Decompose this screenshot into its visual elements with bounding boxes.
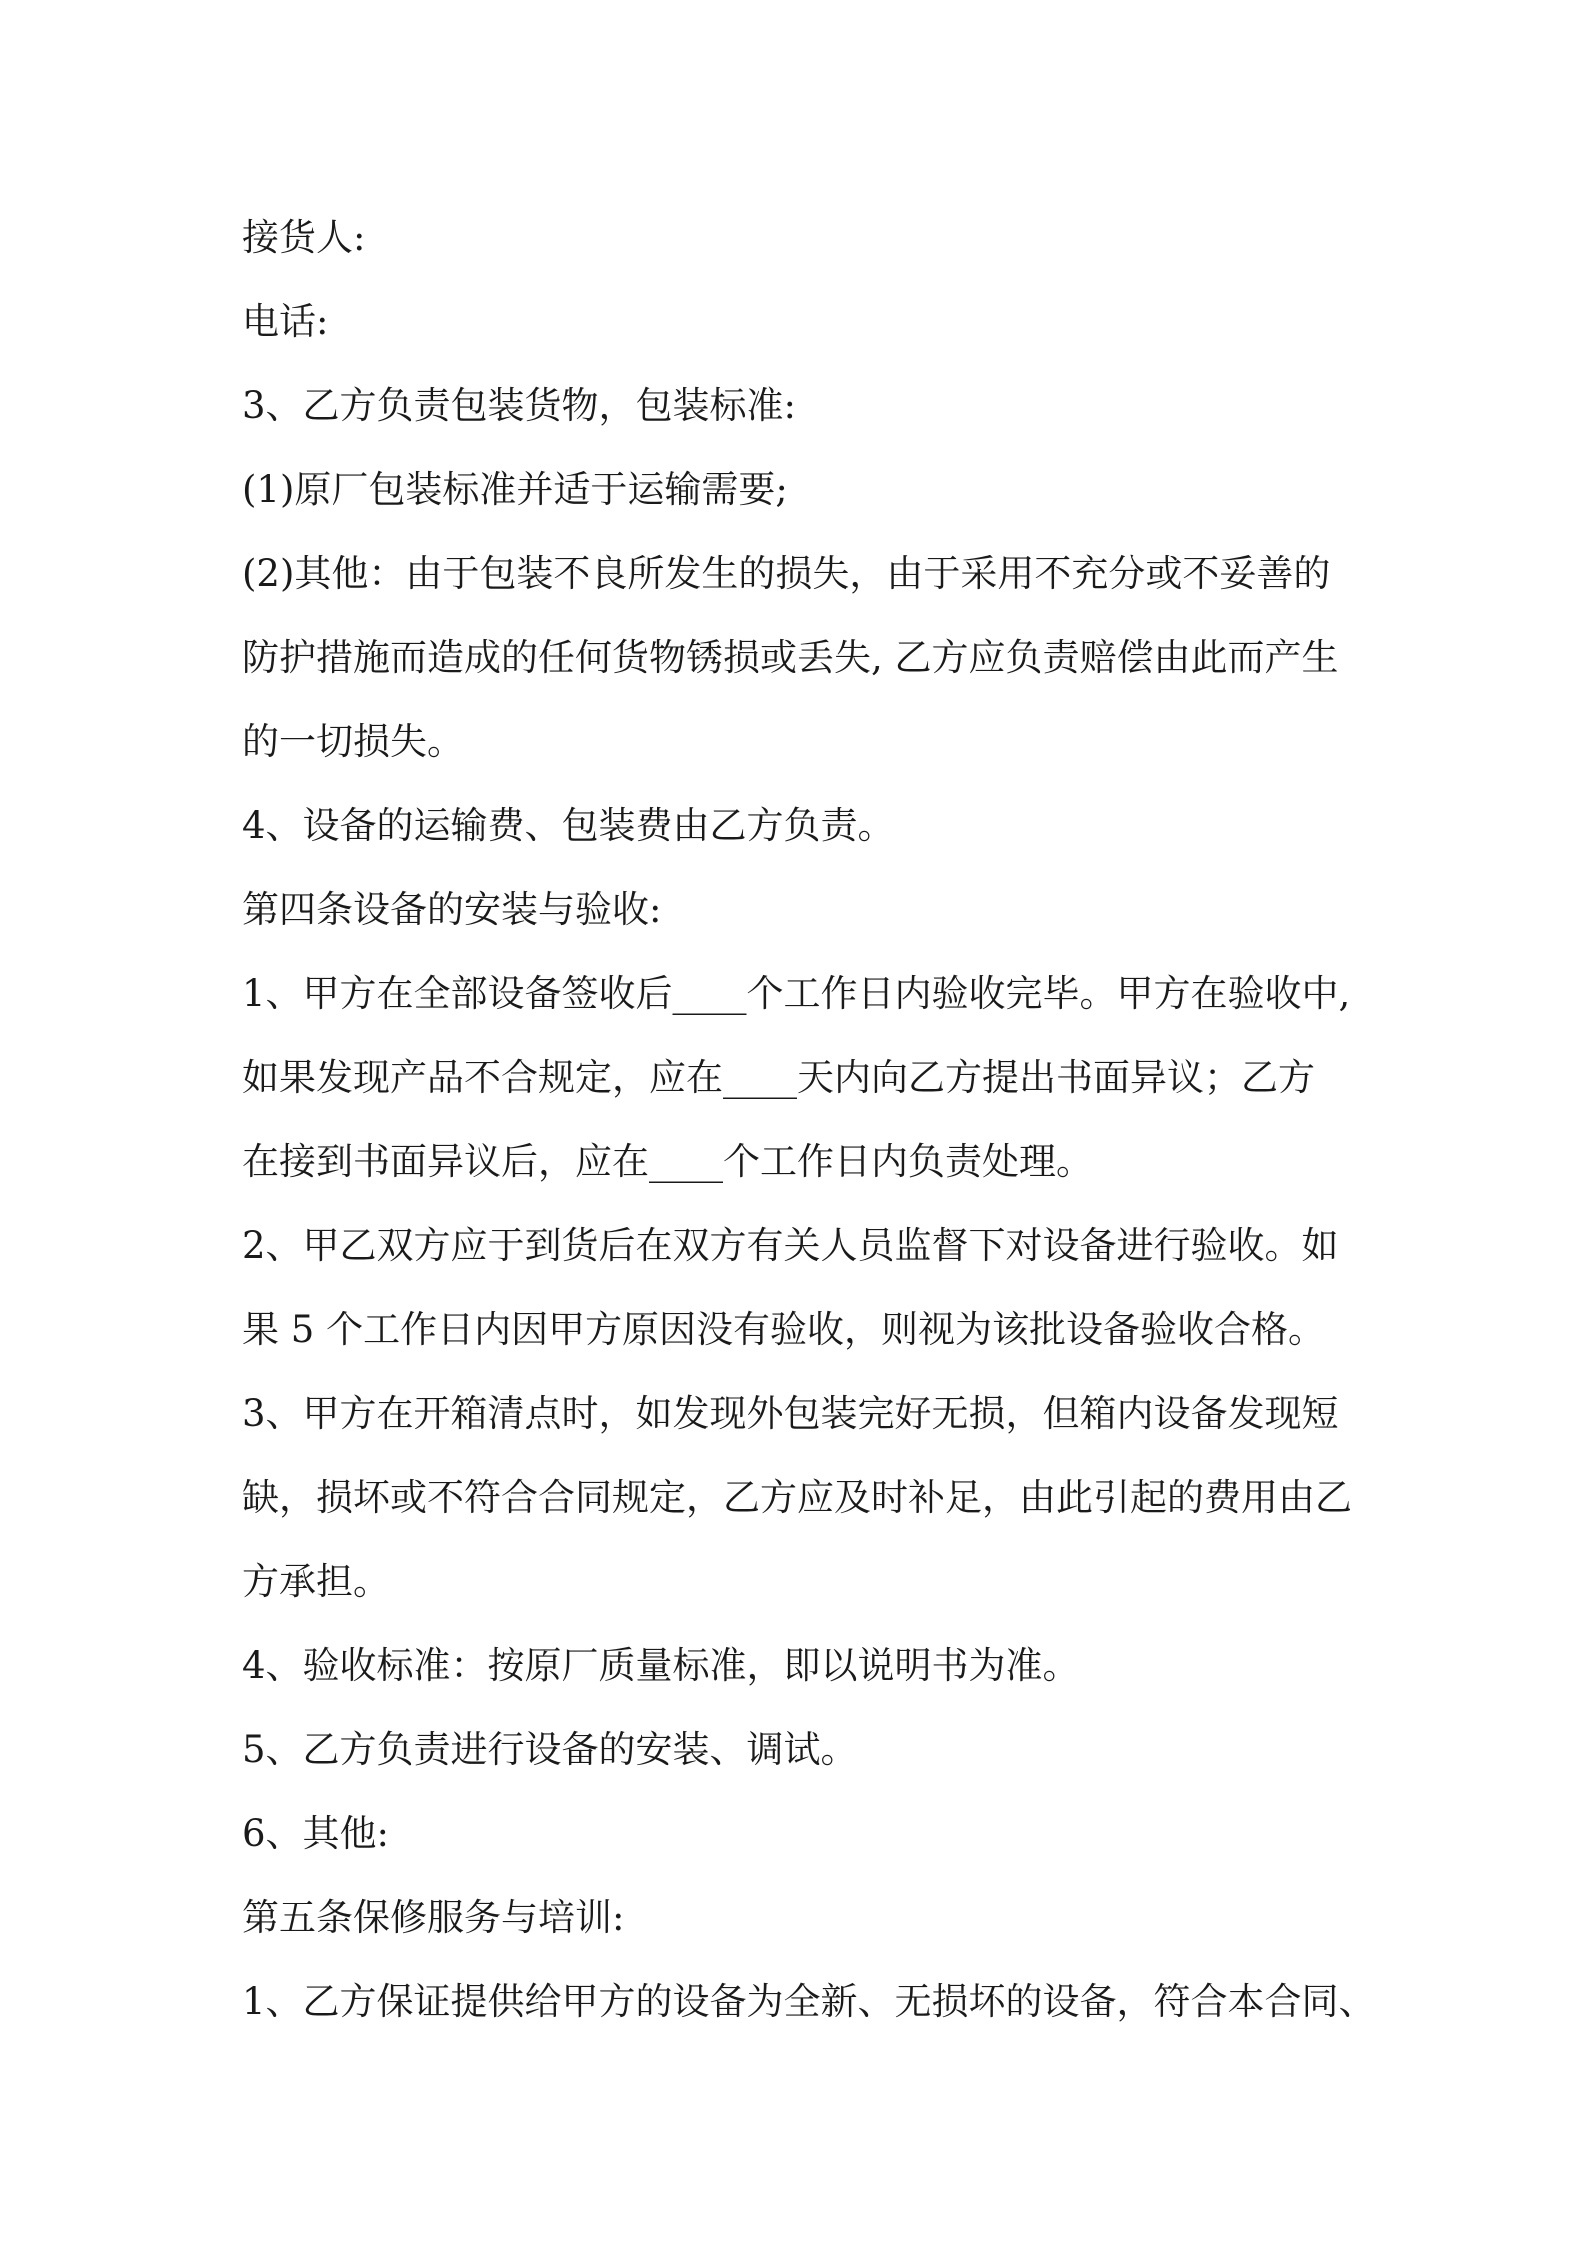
line-acceptance-2: 2、甲乙双方应于到货后在双方有关人员监督下对设备进行验收。如 <box>242 1224 1339 1267</box>
line-packaging-clause: 3、乙方负责包装货物，包装标准: <box>242 384 797 427</box>
line-acceptance-1-end: 在接到书面异议后，应在____个工作日内负责处理。 <box>242 1140 1093 1183</box>
line-packaging-item-1: (1)原厂包装标准并适于运输需要; <box>242 468 788 511</box>
article-5-heading: 第五条保修服务与培训: <box>242 1896 625 1939</box>
line-acceptance-5: 5、乙方负责进行设备的安装、调试。 <box>242 1728 858 1771</box>
line-packaging-item-2: (2)其他：由于包装不良所发生的损失，由于采用不充分或不妥善的 <box>242 552 1331 595</box>
article-4-heading: 第四条设备的安装与验收: <box>242 888 662 931</box>
line-packaging-item-2-cont: 防护措施而造成的任何货物锈损或丢失, 乙方应负责赔偿由此而产生 <box>242 636 1339 679</box>
line-transport-fee: 4、设备的运输费、包装费由乙方负责。 <box>242 804 895 847</box>
line-acceptance-3: 3、甲方在开箱清点时，如发现外包装完好无损，但箱内设备发现短 <box>242 1392 1339 1435</box>
line-receiver: 接货人: <box>242 216 366 259</box>
line-warranty-1: 1、乙方保证提供给甲方的设备为全新、无损坏的设备，符合本合同、 <box>242 1980 1376 2023</box>
line-acceptance-4: 4、验收标准：按原厂质量标准，即以说明书为准。 <box>242 1644 1080 1687</box>
line-acceptance-2-end: 果 5 个工作日内因甲方原因没有验收，则视为该批设备验收合格。 <box>242 1308 1326 1351</box>
line-acceptance-3-end: 方承担。 <box>242 1560 390 1603</box>
document-body <box>242 196 1392 2044</box>
line-acceptance-3-cont: 缺，损坏或不符合合同规定，乙方应及时补足，由此引起的费用由乙 <box>242 1476 1352 1519</box>
line-acceptance-6: 6、其他: <box>242 1812 390 1855</box>
line-packaging-item-2-end: 的一切损失。 <box>242 720 464 763</box>
line-acceptance-1-cont: 如果发现产品不合规定，应在____天内向乙方提出书面异议；乙方 <box>242 1056 1315 1099</box>
line-phone: 电话: <box>242 300 329 343</box>
line-acceptance-1: 1、甲方在全部设备签收后____个工作日内验收完毕。甲方在验收中, <box>242 972 1351 1015</box>
